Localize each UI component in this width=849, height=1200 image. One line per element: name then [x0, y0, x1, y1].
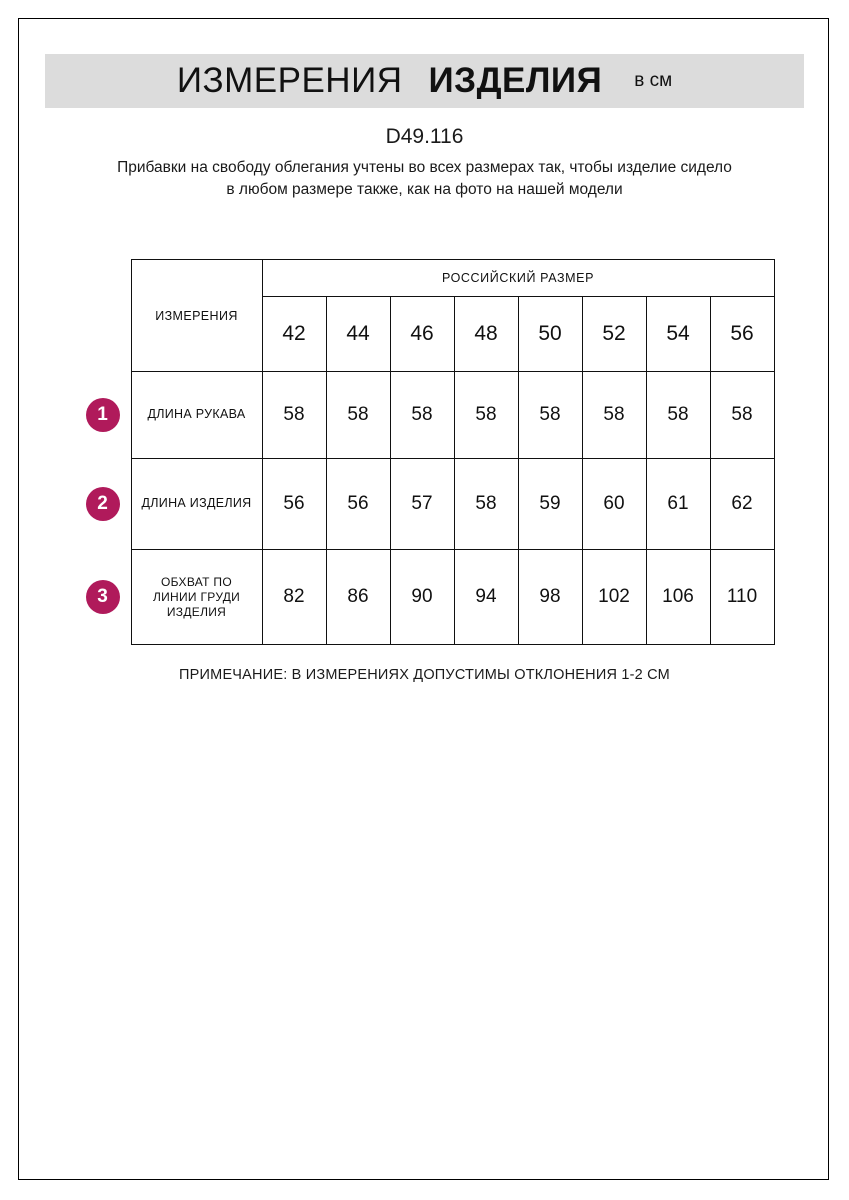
- badge-number-icon: 2: [86, 487, 120, 521]
- cell-length-56: 62: [710, 459, 774, 550]
- size-table: [75, 259, 775, 645]
- table-row: [75, 459, 775, 550]
- row-badge-cell: [75, 459, 132, 550]
- cell-length-50: 59: [518, 459, 582, 550]
- intro-note: Прибавки на свободу облегания учтены во всех размерах так, чтобы изделие сидело в любом размере также, как на фото на нашей модели: [117, 159, 732, 198]
- cell-sleeve-44: 58: [326, 372, 390, 459]
- row-label-sleeve-length: ДЛИНА РУКАВА: [131, 372, 262, 459]
- cell-sleeve-54: 58: [646, 372, 710, 459]
- cell-sleeve-52: 58: [582, 372, 646, 459]
- table-header-group-row: [75, 260, 775, 297]
- size-header-44: 44: [326, 297, 390, 372]
- cell-chest-56: 110: [710, 550, 774, 645]
- cell-chest-48: 94: [454, 550, 518, 645]
- cell-length-48: 58: [454, 459, 518, 550]
- size-header-54: 54: [646, 297, 710, 372]
- row-badge-cell: [75, 550, 132, 645]
- size-header-52: 52: [582, 297, 646, 372]
- cell-length-54: 61: [646, 459, 710, 550]
- cell-chest-46: 90: [390, 550, 454, 645]
- footnote-tolerance: ПРИМЕЧАНИЕ: В ИЗМЕРЕНИЯХ ДОПУСТИМЫ ОТКЛОНЕНИЯ 1-2 СМ: [179, 667, 670, 683]
- cell-sleeve-46: 58: [390, 372, 454, 459]
- badge-number-icon: 1: [86, 398, 120, 432]
- row-label-chest-girth: ОБХВАТ ПО ЛИНИИ ГРУДИ ИЗДЕЛИЯ: [131, 550, 262, 645]
- cell-sleeve-50: 58: [518, 372, 582, 459]
- cell-chest-42: 82: [262, 550, 326, 645]
- cell-length-46: 57: [390, 459, 454, 550]
- badge-number-icon: 3: [86, 580, 120, 614]
- badge-spacer-cell: [75, 260, 132, 297]
- size-header-46: 46: [390, 297, 454, 372]
- document-content: [19, 19, 830, 683]
- size-header-42: 42: [262, 297, 326, 372]
- table-row: [75, 372, 775, 459]
- cell-chest-44: 86: [326, 550, 390, 645]
- cell-sleeve-56: 58: [710, 372, 774, 459]
- table-row: [75, 550, 775, 645]
- russian-size-group-header: РОССИЙСКИЙ РАЗМЕР: [262, 260, 774, 297]
- units-label: в см: [634, 70, 673, 91]
- page-frame: [18, 18, 829, 1180]
- size-header-50: 50: [518, 297, 582, 372]
- measure-column-header: ИЗМЕРЕНИЯ: [131, 260, 262, 372]
- header-banner: [45, 54, 804, 108]
- row-label-product-length: ДЛИНА ИЗДЕЛИЯ: [131, 459, 262, 550]
- page-title-product: ИЗДЕЛИЯ: [428, 61, 603, 100]
- cell-length-42: 56: [262, 459, 326, 550]
- cell-chest-54: 106: [646, 550, 710, 645]
- badge-spacer-cell: [75, 297, 132, 372]
- size-header-48: 48: [454, 297, 518, 372]
- cell-length-44: 56: [326, 459, 390, 550]
- cell-length-52: 60: [582, 459, 646, 550]
- cell-chest-50: 98: [518, 550, 582, 645]
- article-code: D49.116: [385, 125, 464, 148]
- cell-chest-52: 102: [582, 550, 646, 645]
- cell-sleeve-48: 58: [454, 372, 518, 459]
- size-table-wrapper: [19, 259, 830, 645]
- page-title-measurements: ИЗМЕРЕНИЯ: [176, 61, 403, 100]
- cell-sleeve-42: 58: [262, 372, 326, 459]
- row-badge-cell: [75, 372, 132, 459]
- size-header-56: 56: [710, 297, 774, 372]
